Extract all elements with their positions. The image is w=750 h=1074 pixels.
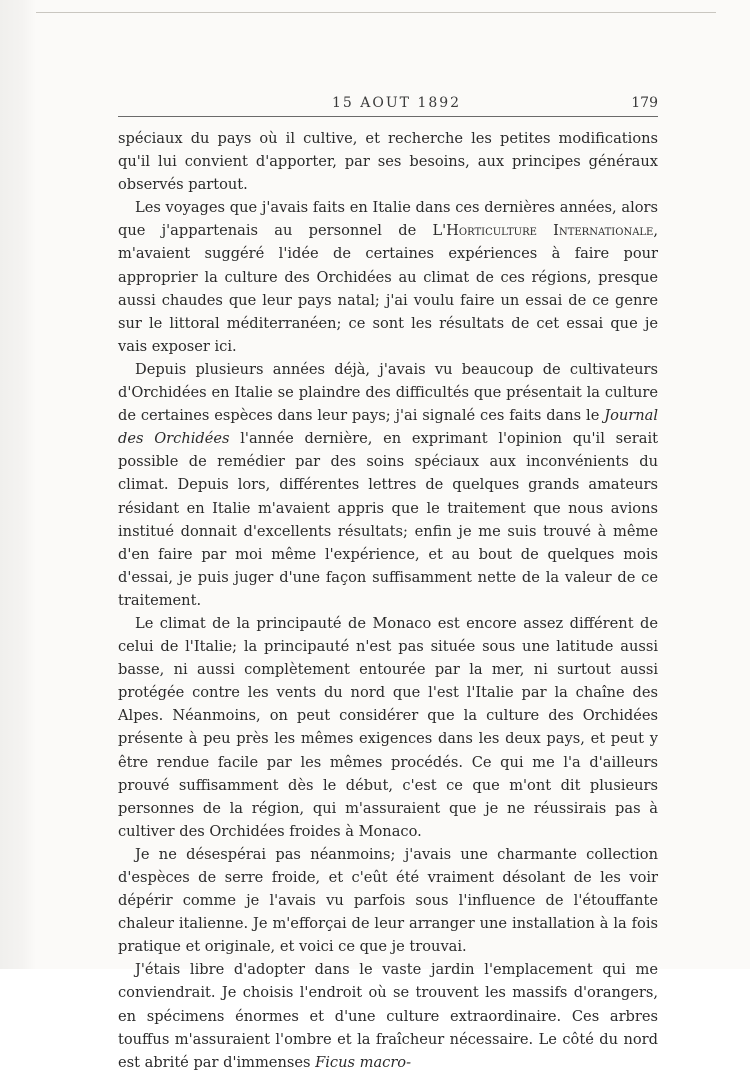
paragraph-3 [118, 358, 658, 612]
journal-title: Journal des Orchidées [118, 407, 658, 448]
body-text [118, 127, 658, 1074]
paragraph-5 [118, 843, 658, 958]
paragraph-6 [118, 958, 658, 1073]
paragraph-1-text: spéciaux du pays où il cultive, et recherche les petites modifications qu'il lui convient d'apporter, par ses besoins, aux principes généraux observés partout. [118, 130, 658, 194]
header-date: 15 AOUT 1892 [332, 95, 462, 111]
page-binding-edge [0, 0, 36, 969]
paragraph-2 [118, 196, 658, 358]
paragraph-5-text: Je ne désespérai pas néanmoins; j'avais une charmante collection d'espèces de serre froide, et c'eût été vraiment désolant de les voir dépérir comme je l'avais vu parfois sous l'influence de l'étouffante chaleur italienne. Je m'efforçai de leur arranger une installation à la fois pratique et originale, et voici ce que je trouvai. [118, 845, 658, 956]
running-header [118, 94, 658, 117]
paragraph-6-text-a: J'étais libre d'adopter dans le vaste jardin l'emplacement qui me conviendrait. Je choisis l'endroit où se trouvent les massifs d'orangers, en spécimens énormes et d'une culture extraordinaire. Ces arbres touffus m'assuraient l'ombre et la fraîcheur nécessaire. Le côté du nord est abrité par d'immenses [118, 961, 658, 1071]
paragraph-2-text-a: Les voyages que j'avais faits en Italie dans ces dernières années, alors que j'appartenais au personnel de [118, 199, 658, 240]
page-number: 179 [631, 95, 658, 111]
paragraph-4 [118, 612, 658, 843]
organization-name: L'Horticulture Internationale [432, 222, 654, 240]
paragraph-1 [118, 127, 658, 196]
paragraph-3-text-b: l'année dernière, en exprimant l'opinion qu'il serait possible de remédier par des soins spéciaux aux inconvénients du climat. Depuis lors, différentes lettres de quelques grands amateurs résidant en Italie m'avaient appris que le traitement que nous avions institué donnait d'excellents résultats; enfin je me suis trouvé à même d'en faire par moi même l'expérience, et au bout de quelques mois d'essai, je puis juger d'une façon suffisamment nette de la valeur de ce traitement. [118, 430, 658, 609]
paragraph-4-text: Le climat de la principauté de Monaco est encore assez différent de celui de l'Italie; la principauté n'est pas située sous une latitude aussi basse, ni aussi complètement entourée par la mer, ni surtout aussi protégée contre les vents du nord que l'est l'Italie par la chaîne des Alpes. Néanmoins, on peut considérer que la culture des Orchidées présente à peu près les mêmes exigences dans les deux pays, et peut y être rendue facile par les mêmes procédés. Ce qui me l'a d'ailleurs prouvé suffisamment dès le début, c'est ce que m'ont dit plusieurs personnes de la région, qui m'assuraient que je ne réussirais pas à cultiver des Orchidées froides à Monaco. [118, 614, 658, 840]
paragraph-2-text-b: , m'avaient suggéré l'idée de certaines expériences à faire pour approprier la culture des Orchidées au climat de ces régions, presque aussi chaudes que leur pays natal; j'ai voulu faire un essai de ce genre sur le littoral méditerranéen; ce sont les résultats de cet essai que je vais exposer ici. [118, 222, 658, 355]
paragraph-3-text-a: Depuis plusieurs années déjà, j'avais vu beaucoup de cultivateurs d'Orchidées en Italie se plaindre des difficultés que présentait la culture de certaines espèces dans leur pays; j'ai signalé ces faits dans le [118, 360, 658, 425]
species-name: Ficus macro- [315, 1053, 412, 1071]
top-edge-line [36, 12, 716, 13]
